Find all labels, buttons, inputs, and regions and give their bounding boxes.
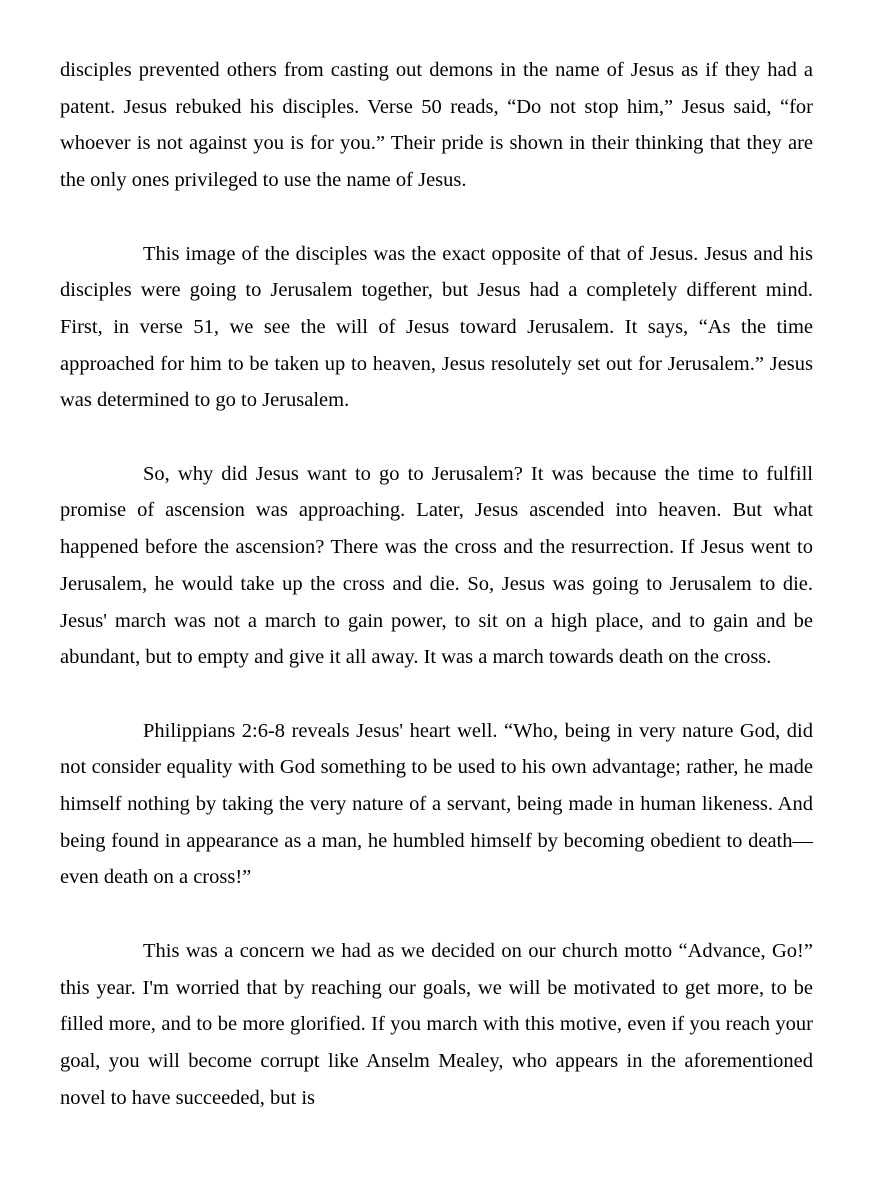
document-page xyxy=(60,52,813,1153)
paragraph-church-motto: This was a concern we had as we decided on our church motto “Advance, Go!” this year. I'm worried that by reaching our goals, we will be motivated to get more, to be filled more, and to be more glorified. If you march with this motive, even if you reach your goal, you will become corrupt like Anselm Mealey, who appears in the aforementioned novel to have succeeded, but is xyxy=(60,939,813,1109)
paragraph-why-jerusalem: So, why did Jesus want to go to Jerusalem? It was because the time to fulfill promise of ascension was approaching. Later, Jesus ascended into heaven. But what happened before the ascension? There was the cross and the resurrection. If Jesus went to Jerusalem, he would take up the cross and die. So, Jesus was going to Jerusalem to die. Jesus' march was not a march to gain power, to sit on a high place, and to gain and be abundant, but to empty and give it all away. It was a march towards death on the cross. xyxy=(60,462,813,669)
paragraph-continuation: disciples prevented others from casting out demons in the name of Jesus as if they had a patent. Jesus rebuked his disciples. Verse 50 reads, “Do not stop him,” Jesus said, “for whoever is not against you is for you.” Their pride is shown in their thinking that they are the only ones privileged to use the name of Jesus. xyxy=(60,59,813,192)
paragraph-jesus-toward-jerusalem: This image of the disciples was the exact opposite of that of Jesus. Jesus and his disciples were going to Jerusalem together, but Jesus had a completely different mind. First, in verse 51, we see the will of Jesus toward Jerusalem. It says, “As the time approached for him to be taken up to heaven, Jesus resolutely set out for Jerusalem.” Jesus was determined to go to Jerusalem. xyxy=(60,242,813,412)
paragraph-philippians: Philippians 2:6-8 reveals Jesus' heart well. “Who, being in very nature God, did not consider equality with God something to be used to his own advantage; rather, he made himself nothing by taking the very nature of a servant, being made in human likeness. And being found in appearance as a man, he humbled himself by becoming obedient to death—even death on a cross!” xyxy=(60,719,813,889)
